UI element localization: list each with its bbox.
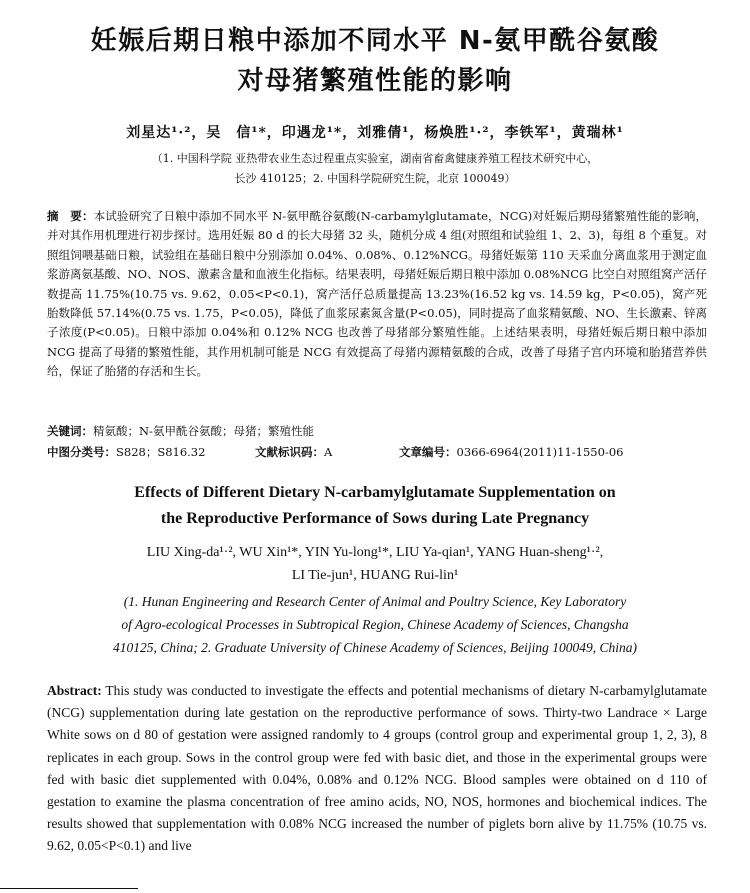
chinese-authors: 刘星达¹·²，吴 信¹*，印遇龙¹*，刘雅倩¹，杨焕胜¹·²，李铁军¹，黄瑞林¹ <box>126 125 624 141</box>
english-title-line-2: the Reproductive Performance of Sows during Late Pregnancy <box>160 510 590 527</box>
clc-value: S828；S816.32 <box>116 445 206 459</box>
clc-label: 中图分类号： <box>47 445 116 459</box>
keywords-text: 精氨酸；N-氨甲酰谷氨酸；母猪；繁殖性能 <box>93 424 314 438</box>
english-affiliation-line-1: (1. Hunan Engineering and Research Center of Animal and Poultry Science, Key Laboratory <box>123 594 627 609</box>
english-abstract <box>47 680 707 858</box>
chinese-abstract-label: 摘 要： <box>47 209 94 223</box>
english-authors-line-1: LIU Xing-da¹·², WU Xin¹*, YIN Yu-long¹*, LIU Ya-qian¹, YANG Huan-sheng¹·², <box>146 545 604 560</box>
english-authors-line-2: LI Tie-jun¹, HUANG Rui-lin¹ <box>291 568 459 583</box>
keywords-label: 关键词： <box>47 424 93 438</box>
english-affiliation-line-3: 410125, China; 2. Graduate University of Chinese Academy of Sciences, Beijing 100049, China) <box>113 640 637 655</box>
chinese-abstract <box>47 207 707 382</box>
chinese-title-line-1: 妊娠后期日粮中添加不同水平 N-氨甲酰谷氨酸 <box>90 26 660 56</box>
article-number-value: 0366-6964(2011)11-1550-06 <box>456 445 624 459</box>
english-abstract-label: Abstract: <box>47 683 102 698</box>
document-code-label: 文献标识码： <box>255 445 324 459</box>
footnote-rule <box>0 888 138 889</box>
document-code-value: A <box>324 445 333 459</box>
chinese-title-line-2: 对母猪繁殖性能的影响 <box>237 66 513 96</box>
chinese-abstract-text: 本试验研究了日粮中添加不同水平 N-氨甲酰谷氨酸(N-carbamylglutamate，NCG)对妊娠后期母猪繁殖性能的影响，并对其作用机理进行初步探讨。选用妊娠 80 d 的长大母猪 32 头，随机分成 4 组(对照组和试验组 1、2、3)，每组 8 个重复。对照组饲喂基础日粮，试验组在基础日粮中分别添加 0.04%、0.08%、0.12%NCG。母猪妊娠第 110 天采血分离血浆用于测定血浆游离氨基酸、NO、NOS、激素含量和血液生化指标。结果表明，母猪妊娠后期日粮中添加 0.08%NCG 比空白对照组窝产活仔数提高 11.75%(10.75 vs. 9.62，0.05<P<0.1)，窝产活仔总质量提高 13.23%(16.52 kg vs. 14.59 kg，P<0.05)，窝产死胎数降低 57.14%(0.75 vs. 1.75，P<0.05)，降低了血浆尿素氮含量(P<0.05)，同时提高了血浆精氨酸、NO、生长激素、锌离子浓度(P<0.05)。日粮中添加 0.04%和 0.12% NCG 也改善了母猪部分繁殖性能。上述结果表明，母猪妊娠后期日粮中添加 NCG 提高了母猪的繁殖性能，其作用机制可能是 NCG 有效提高了母猪内源精氨酸的合成，改善了母猪子宫内环境和胎猪营养供给，保证了胎猪的存活和生长。 <box>47 209 708 379</box>
article-number <box>399 444 623 460</box>
article-number-label: 文章编号： <box>399 445 457 459</box>
english-affiliation-line-2: of Agro-ecological Processes in Subtropical Region, Chinese Academy of Sciences, Changsha <box>121 617 629 632</box>
english-abstract-text: This study was conducted to investigate the effects and potential mechanisms of dietary N-carbamylglutamate (NCG) supplementation during late gestation on the reproductive performance of sows. Thirty-two Landrace × Large White sows on d 80 of gestation were assigned randomly to 4 groups (control group and experimental group 1, 2, 3), 8 replicates in each group. Sows in the control group were fed with basic diet, and those in the experimental groups were fed with basic diet supplemented with 0.04%, 0.08% and 0.12% NCG. Blood samples were obtained on d 110 of gestation to examine the plasma concentration of free amino acids, NO, NOS, hormones and biochemical indices. The results showed that supplementation with 0.08% NCG increased the number of piglets born alive by 11.75% (10.75 vs. 9.62, 0.05<P<0.1) and live <box>47 683 707 854</box>
english-title-line-1: Effects of Different Dietary N-carbamylglutamate Supplementation on <box>134 484 616 501</box>
document-code <box>255 444 332 460</box>
chinese-affiliation-line-1: （1. 中国科学院 亚热带农业生态过程重点实验室，湖南省畜禽健康养殖工程技术研究中心， <box>151 152 599 165</box>
classification-line <box>47 444 707 460</box>
chinese-affiliation-line-2: 长沙 410125；2. 中国科学院研究生院，北京 100049） <box>234 172 516 185</box>
clc-number <box>47 445 205 459</box>
keywords <box>47 423 314 439</box>
